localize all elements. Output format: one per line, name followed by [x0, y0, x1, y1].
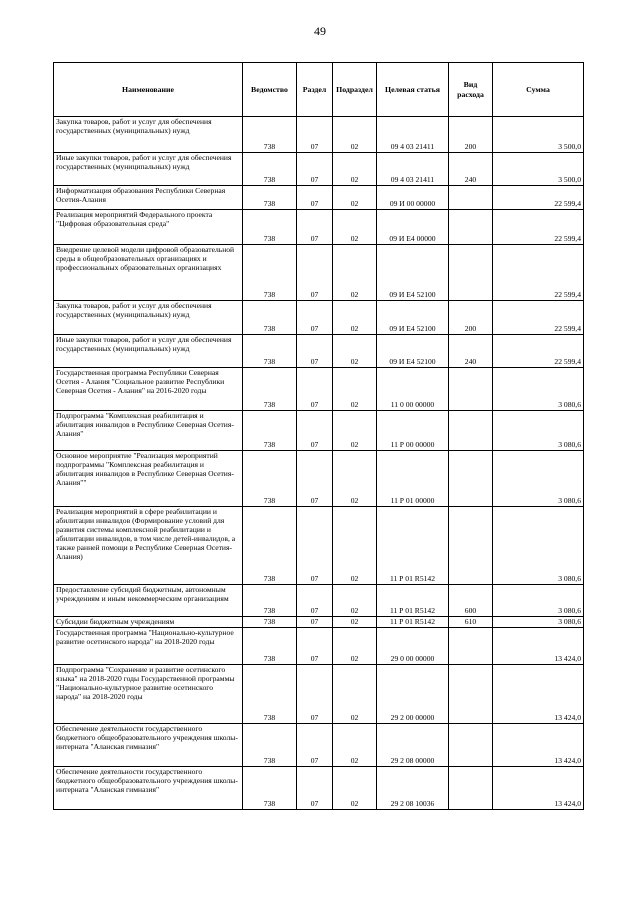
- col-header-vid: Вид расхода: [449, 63, 493, 117]
- row-podrazdel: 02: [333, 451, 377, 507]
- row-sum: 22 599,4: [493, 301, 584, 335]
- budget-table: [53, 62, 584, 810]
- row-vid: [449, 451, 493, 507]
- row-vedomstvo: 738: [243, 368, 297, 411]
- row-name: Подпрограмма "Сохранение и развитие осетинского языка" на 2018-2020 годы Государственной программы "Национально-культурное развитие осетинского народа" на 2018-2020 годы: [54, 665, 243, 724]
- row-vid: [449, 186, 493, 210]
- row-vedomstvo: 738: [243, 335, 297, 368]
- row-vid: [449, 507, 493, 585]
- row-podrazdel: 02: [333, 210, 377, 245]
- row-vedomstvo: 738: [243, 767, 297, 810]
- row-article: 11 Р 00 00000: [377, 411, 449, 451]
- row-name: Информатизация образования Республики Северная Осетия-Алания: [54, 186, 243, 210]
- row-sum: 22 599,4: [493, 210, 584, 245]
- row-sum: 3 080,6: [493, 617, 584, 628]
- row-razdel: 07: [297, 451, 333, 507]
- row-sum: 13 424,0: [493, 767, 584, 810]
- row-name: Иные закупки товаров, работ и услуг для обеспечения государственных (муниципальных) нужд: [54, 153, 243, 186]
- table-header-row: [54, 63, 584, 117]
- row-article: 09 И Е4 52100: [377, 301, 449, 335]
- row-razdel: 07: [297, 301, 333, 335]
- row-podrazdel: 02: [333, 507, 377, 585]
- table-row: [54, 617, 584, 628]
- row-razdel: 07: [297, 617, 333, 628]
- row-vid: [449, 665, 493, 724]
- row-vid: [449, 411, 493, 451]
- row-name: Основное мероприятие "Реализация мероприятий подпрограммы "Комплексная реабилитация и абилитация инвалидов в Республике Северная Осетия-Алания"": [54, 451, 243, 507]
- row-podrazdel: 02: [333, 153, 377, 186]
- row-sum: 3 080,6: [493, 585, 584, 617]
- table-row: [54, 301, 584, 335]
- row-name: Обеспечение деятельности государственного бюджетного общеобразовательного учреждения школы-интерната "Аланская гимназия": [54, 767, 243, 810]
- row-razdel: 07: [297, 628, 333, 665]
- row-vedomstvo: 738: [243, 585, 297, 617]
- table-row: [54, 507, 584, 585]
- row-vedomstvo: 738: [243, 210, 297, 245]
- row-podrazdel: 02: [333, 245, 377, 301]
- row-name: Внедрение целевой модели цифровой образовательной среды в общеобразовательных организациях и профессиональных образовательных организациях: [54, 245, 243, 301]
- row-vedomstvo: 738: [243, 507, 297, 585]
- table-row: [54, 451, 584, 507]
- row-podrazdel: 02: [333, 617, 377, 628]
- row-vid: 200: [449, 301, 493, 335]
- table-row: [54, 335, 584, 368]
- row-podrazdel: 02: [333, 665, 377, 724]
- row-vedomstvo: 738: [243, 186, 297, 210]
- table-row: [54, 411, 584, 451]
- table-row: [54, 117, 584, 153]
- table-row: [54, 724, 584, 767]
- table-row: [54, 245, 584, 301]
- row-name: Реализация мероприятий Федерального проекта "Цифровая образовательная среда": [54, 210, 243, 245]
- row-razdel: 07: [297, 245, 333, 301]
- row-article: 09 4 03 21411: [377, 117, 449, 153]
- row-article: 11 Р 01 00000: [377, 451, 449, 507]
- row-podrazdel: 02: [333, 411, 377, 451]
- row-vedomstvo: 738: [243, 301, 297, 335]
- row-name: Закупка товаров, работ и услуг для обеспечения государственных (муниципальных) нужд: [54, 117, 243, 153]
- col-header-article: Целевая статья: [377, 63, 449, 117]
- row-razdel: 07: [297, 507, 333, 585]
- row-razdel: 07: [297, 585, 333, 617]
- row-sum: 3 080,6: [493, 507, 584, 585]
- table-row: [54, 153, 584, 186]
- row-vedomstvo: 738: [243, 245, 297, 301]
- row-article: 11 Р 01 R5142: [377, 585, 449, 617]
- row-podrazdel: 02: [333, 301, 377, 335]
- row-razdel: 07: [297, 411, 333, 451]
- row-razdel: 07: [297, 767, 333, 810]
- row-article: 09 И Е4 52100: [377, 245, 449, 301]
- row-sum: 13 424,0: [493, 724, 584, 767]
- col-header-podrazdel: Подраздел: [333, 63, 377, 117]
- row-article: 09 И Е4 52100: [377, 335, 449, 368]
- row-article: 29 0 00 00000: [377, 628, 449, 665]
- row-razdel: 07: [297, 665, 333, 724]
- row-name: Государственная программа Республики Северная Осетия - Алания "Социальное развитие Республики Северная Осетия - Алания" на 2016-2020 годы: [54, 368, 243, 411]
- row-sum: 13 424,0: [493, 628, 584, 665]
- row-vid: 610: [449, 617, 493, 628]
- row-razdel: 07: [297, 724, 333, 767]
- row-sum: 3 500,0: [493, 117, 584, 153]
- row-podrazdel: 02: [333, 368, 377, 411]
- table-row: [54, 665, 584, 724]
- row-podrazdel: 02: [333, 724, 377, 767]
- row-name: Реализация мероприятий в сфере реабилитации и абилитации инвалидов (Формирование условий для развития системы комплексной реабилитации и абилитации инвалидов, в том числе детей-инвалидов, а также ранней помощи в Республике Северная Осетия-Алания): [54, 507, 243, 585]
- row-vid: 240: [449, 153, 493, 186]
- row-name: Государственная программа "Национально-культурное развитие осетинского народа" на 2018-2020 годы: [54, 628, 243, 665]
- row-name: Подпрограмма "Комплексная реабилитация и абилитация инвалидов в Республике Северная Осетия-Алания": [54, 411, 243, 451]
- table-row: [54, 186, 584, 210]
- page-number: 49: [314, 24, 326, 38]
- row-podrazdel: 02: [333, 585, 377, 617]
- row-name: Предоставление субсидий бюджетным, автономным учреждениям и иным некоммерческим организациям: [54, 585, 243, 617]
- row-article: 29 2 08 00000: [377, 724, 449, 767]
- row-vedomstvo: 738: [243, 628, 297, 665]
- row-sum: 3 080,6: [493, 368, 584, 411]
- row-vedomstvo: 738: [243, 724, 297, 767]
- row-vedomstvo: 738: [243, 117, 297, 153]
- row-article: 09 И Е4 00000: [377, 210, 449, 245]
- row-name: Обеспечение деятельности государственного бюджетного общеобразовательного учреждения школы-интерната "Аланская гимназия": [54, 724, 243, 767]
- row-vid: 240: [449, 335, 493, 368]
- row-vedomstvo: 738: [243, 451, 297, 507]
- table-row: [54, 585, 584, 617]
- row-vedomstvo: 738: [243, 153, 297, 186]
- row-podrazdel: 02: [333, 628, 377, 665]
- col-header-name: Наименование: [54, 63, 243, 117]
- row-sum: 22 599,4: [493, 245, 584, 301]
- row-razdel: 07: [297, 335, 333, 368]
- table-row: [54, 368, 584, 411]
- row-razdel: 07: [297, 368, 333, 411]
- row-razdel: 07: [297, 153, 333, 186]
- row-razdel: 07: [297, 117, 333, 153]
- row-name: Иные закупки товаров, работ и услуг для обеспечения государственных (муниципальных) нужд: [54, 335, 243, 368]
- row-sum: 3 080,6: [493, 411, 584, 451]
- row-vid: [449, 767, 493, 810]
- row-podrazdel: 02: [333, 767, 377, 810]
- table-row: [54, 628, 584, 665]
- table-row: [54, 767, 584, 810]
- row-article: 11 0 00 00000: [377, 368, 449, 411]
- row-podrazdel: 02: [333, 335, 377, 368]
- row-article: 29 2 00 00000: [377, 665, 449, 724]
- row-name: Закупка товаров, работ и услуг для обеспечения государственных (муниципальных) нужд: [54, 301, 243, 335]
- row-razdel: 07: [297, 210, 333, 245]
- row-name: Субсидии бюджетным учреждениям: [54, 617, 243, 628]
- row-article: 09 И 00 00000: [377, 186, 449, 210]
- row-podrazdel: 02: [333, 117, 377, 153]
- col-header-vedomstvo: Ведомство: [243, 63, 297, 117]
- row-vedomstvo: 738: [243, 411, 297, 451]
- row-article: 09 4 03 21411: [377, 153, 449, 186]
- col-header-sum: Сумма: [493, 63, 584, 117]
- row-vid: [449, 210, 493, 245]
- row-vedomstvo: 738: [243, 617, 297, 628]
- row-razdel: 07: [297, 186, 333, 210]
- row-article: 29 2 08 10036: [377, 767, 449, 810]
- row-vid: 600: [449, 585, 493, 617]
- row-sum: 3 080,6: [493, 451, 584, 507]
- row-sum: 13 424,0: [493, 665, 584, 724]
- row-vid: [449, 245, 493, 301]
- row-sum: 22 599,4: [493, 186, 584, 210]
- row-vid: 200: [449, 117, 493, 153]
- row-vid: [449, 368, 493, 411]
- row-vedomstvo: 738: [243, 665, 297, 724]
- col-header-razdel: Раздел: [297, 63, 333, 117]
- row-vid: [449, 628, 493, 665]
- row-sum: 3 500,0: [493, 153, 584, 186]
- row-podrazdel: 02: [333, 186, 377, 210]
- row-article: 11 Р 01 R5142: [377, 507, 449, 585]
- table-row: [54, 210, 584, 245]
- row-article: 11 Р 01 R5142: [377, 617, 449, 628]
- row-sum: 22 599,4: [493, 335, 584, 368]
- row-vid: [449, 724, 493, 767]
